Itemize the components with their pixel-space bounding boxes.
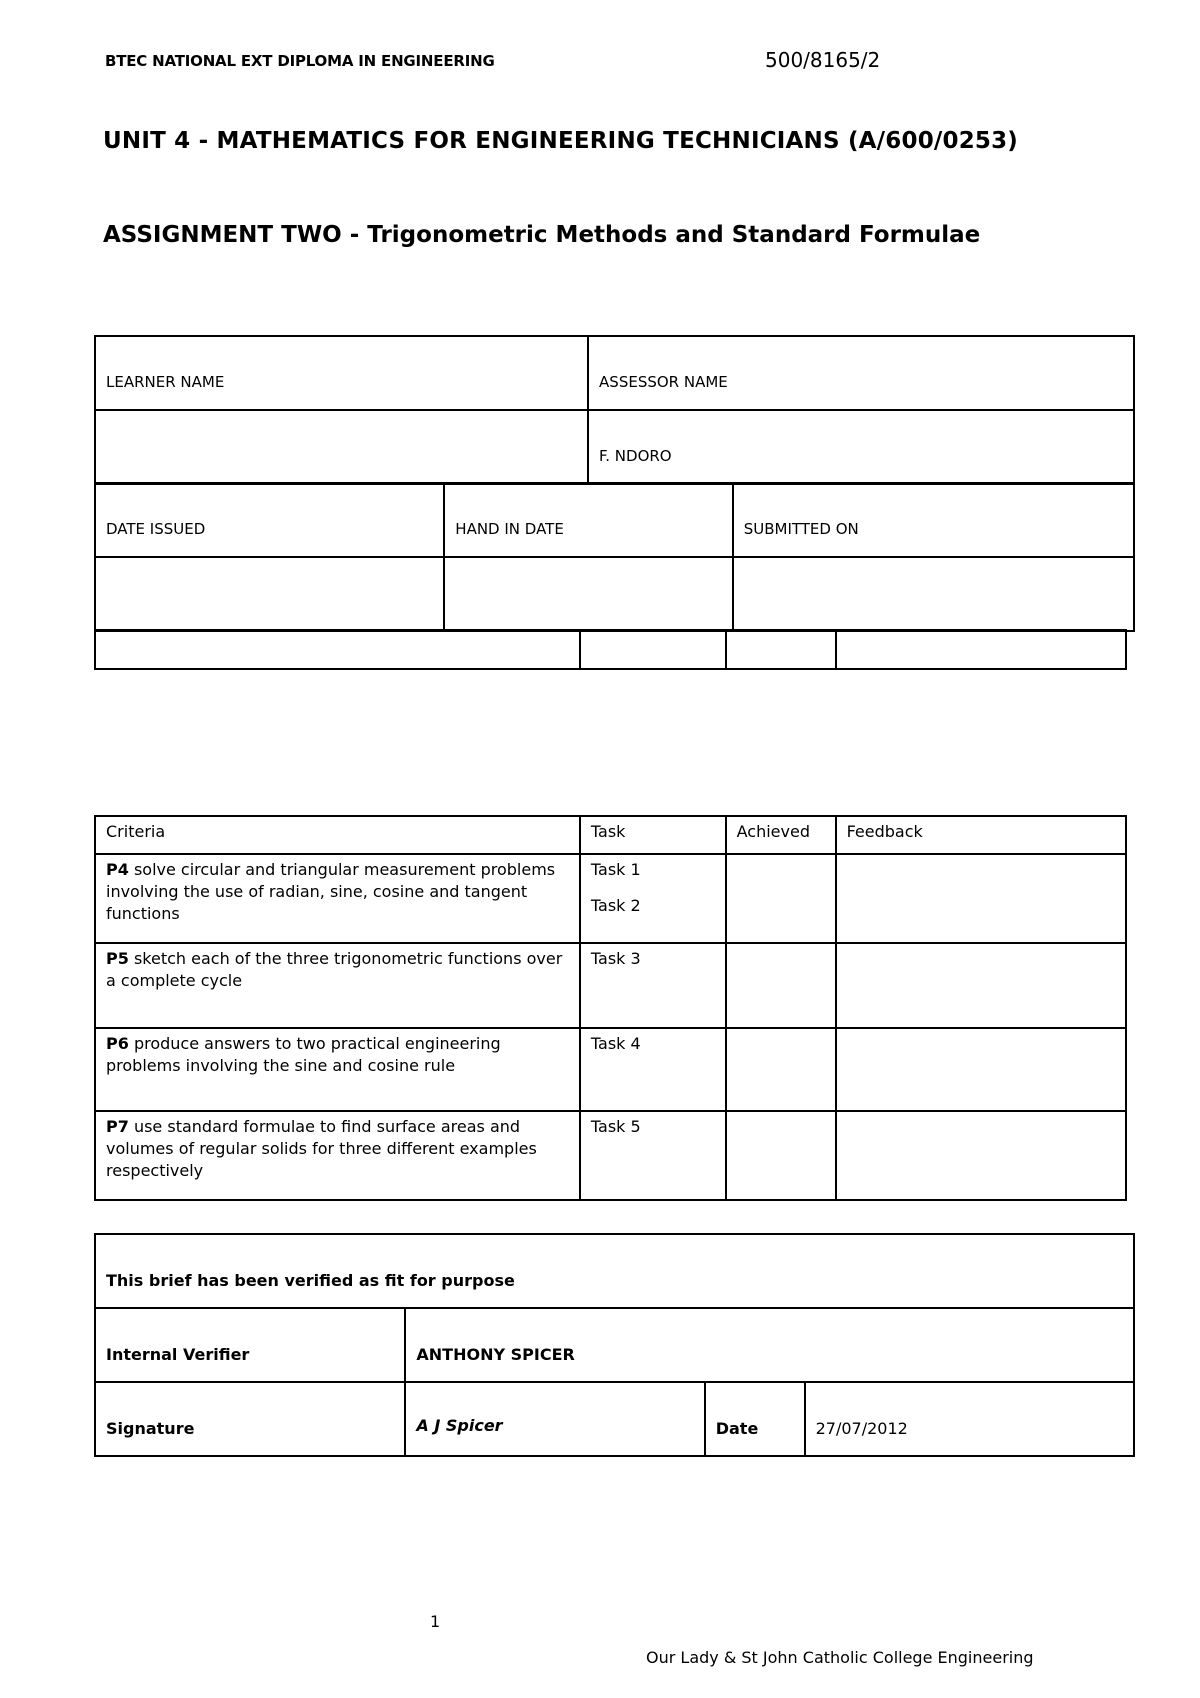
- course-code: 500/8165/2: [765, 48, 881, 72]
- achieved-cell[interactable]: [726, 943, 836, 1028]
- criteria-cell: [95, 854, 580, 943]
- criteria-cell: [95, 943, 580, 1028]
- footer-college: Our Lady & St John Catholic College Engineering: [646, 1648, 1034, 1667]
- dates-table: [94, 482, 1135, 632]
- criteria-cell: [95, 1111, 580, 1200]
- achieved-cell[interactable]: [726, 1111, 836, 1200]
- achieved-header: Achieved: [726, 816, 836, 854]
- criteria-table: [94, 815, 1127, 1201]
- internal-verifier-label: Internal Verifier: [95, 1308, 405, 1382]
- course-title: BTEC NATIONAL EXT DIPLOMA IN ENGINEERING: [105, 52, 495, 70]
- task-cell: [580, 854, 726, 943]
- blank-row-table: [94, 629, 1127, 670]
- achieved-cell[interactable]: [726, 854, 836, 943]
- task-header: Task: [580, 816, 726, 854]
- assessor-name-value: F. NDORO: [588, 410, 1134, 484]
- learner-name-field[interactable]: [95, 410, 588, 484]
- criteria-code: P7: [106, 1117, 129, 1136]
- assignment-title: ASSIGNMENT TWO - Trigonometric Methods and Standard Formulae: [103, 222, 981, 248]
- blank-cell: [726, 630, 836, 669]
- signature-label: Signature: [95, 1382, 405, 1456]
- verification-statement: This brief has been verified as fit for purpose: [95, 1234, 1134, 1308]
- learner-name-label: LEARNER NAME: [95, 336, 588, 410]
- criteria-code: P6: [106, 1034, 129, 1053]
- task-cell: [580, 943, 726, 1028]
- feedback-cell[interactable]: [836, 1111, 1126, 1200]
- blank-cell: [836, 630, 1126, 669]
- verification-table: [94, 1233, 1135, 1457]
- criteria-cell: [95, 1028, 580, 1111]
- task-cell: [580, 1028, 726, 1111]
- page-number: 1: [430, 1612, 441, 1631]
- feedback-header: Feedback: [836, 816, 1126, 854]
- criteria-text: produce answers to two practical engineering problems involving the sine and cosine rule: [106, 1034, 501, 1075]
- criteria-header: Criteria: [95, 816, 580, 854]
- date-label: Date: [705, 1382, 805, 1456]
- task-label: Task 1: [590, 860, 641, 879]
- task-label: Task 4: [590, 1034, 641, 1053]
- learner-table: [94, 335, 1135, 485]
- hand-in-date-field[interactable]: [444, 557, 732, 631]
- blank-cell: [95, 630, 580, 669]
- criteria-text: solve circular and triangular measurement problems involving the use of radian, sine, cosine and tangent functions: [106, 860, 556, 923]
- date-value: 27/07/2012: [805, 1382, 1134, 1456]
- assessor-name-label: ASSESSOR NAME: [588, 336, 1134, 410]
- internal-verifier-name: ANTHONY SPICER: [405, 1308, 1134, 1382]
- blank-cell: [580, 630, 726, 669]
- criteria-code: P4: [106, 860, 129, 879]
- unit-title: UNIT 4 - MATHEMATICS FOR ENGINEERING TECHNICIANS (A/600/0253): [103, 128, 1019, 154]
- hand-in-date-label: HAND IN DATE: [444, 483, 732, 557]
- criteria-text: use standard formulae to find surface areas and volumes of regular solids for three different examples respectively: [106, 1117, 537, 1180]
- criteria-code: P5: [106, 949, 129, 968]
- task-label: Task 5: [590, 1117, 641, 1136]
- criteria-text: sketch each of the three trigonometric functions over a complete cycle: [106, 949, 563, 990]
- task-label: Task 2: [590, 896, 641, 915]
- signature-value: A J Spicer: [405, 1382, 704, 1456]
- feedback-cell[interactable]: [836, 1028, 1126, 1111]
- task-label: Task 3: [590, 949, 641, 968]
- feedback-cell[interactable]: [836, 943, 1126, 1028]
- achieved-cell[interactable]: [726, 1028, 836, 1111]
- task-cell: [580, 1111, 726, 1200]
- date-issued-field[interactable]: [95, 557, 444, 631]
- submitted-on-label: SUBMITTED ON: [733, 483, 1134, 557]
- submitted-on-field[interactable]: [733, 557, 1134, 631]
- date-issued-label: DATE ISSUED: [95, 483, 444, 557]
- feedback-cell[interactable]: [836, 854, 1126, 943]
